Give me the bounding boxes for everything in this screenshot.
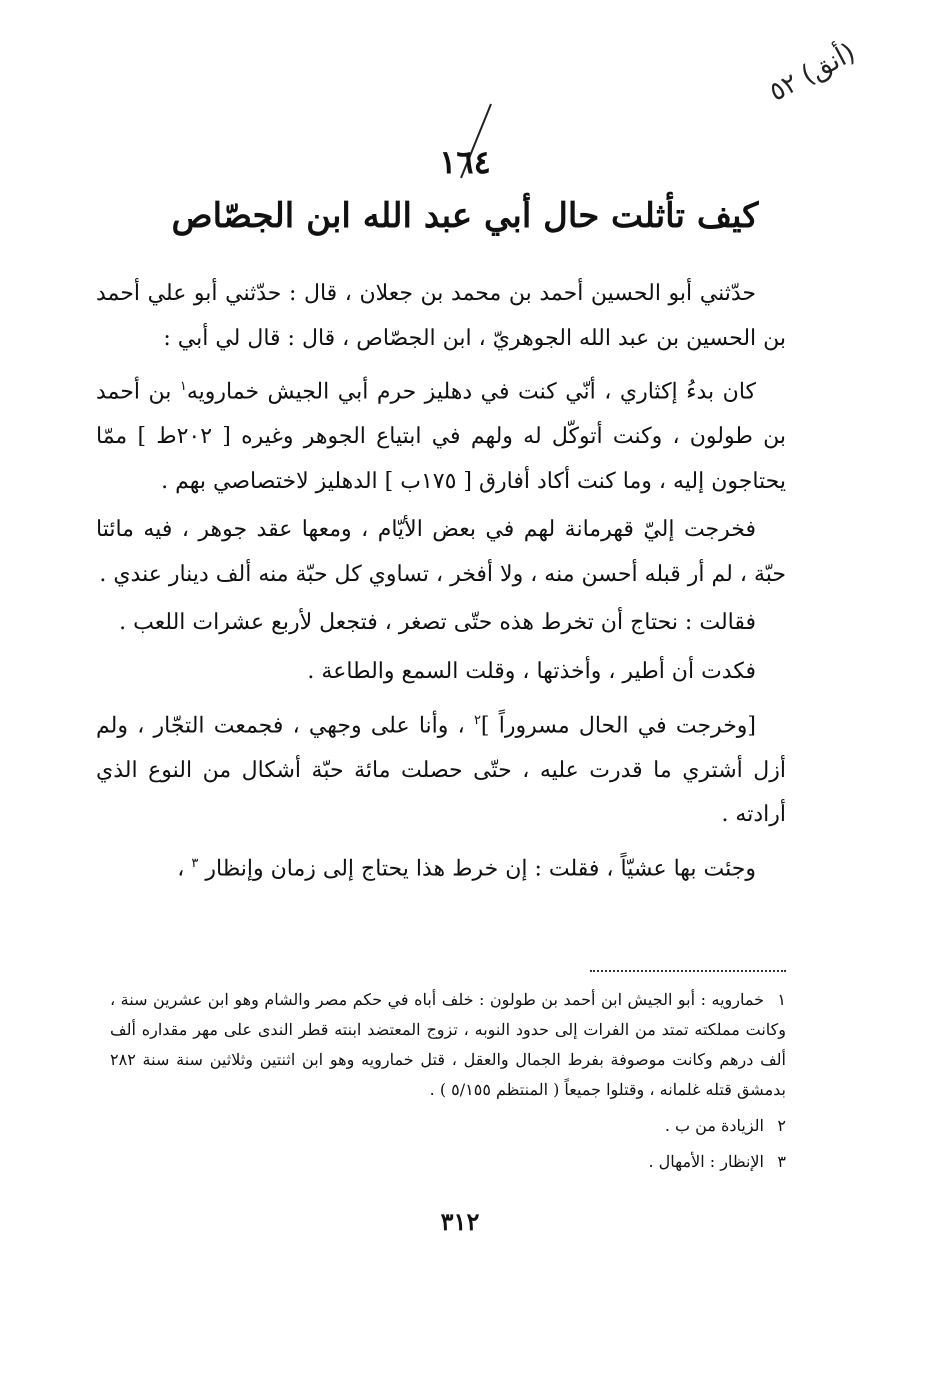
paragraph-2: كان بدءُ إكثاري ، أنّي كنت في دهليز حرم أبي الجيش خمارويه$^١$ بن أحمد بن طولون ، وكنت أتوكّل له ولهم في ابتياع الجوهر وغيره [ ٢٠٢ط ] ممّا يحتاجون إليه ، وما كنت أكاد أفارق [ ١٧٥ب ] الدهليز لاختصاصي بهم . [96,379,786,494]
footnotes [110,985,786,1183]
paragraph-6: [وخرجت في الحال مسروراً ]$^٢$ ، وأنا على وجهي ، فجمعت التجّار ، ولم أزل أشتري ما قدرت عليه ، حتّى حصلت مائة حبّة أشكال من النوع الذي أرادته . [96,712,786,828]
page-number: ٣١٢ [440,1207,480,1236]
footnote-1: ١خمارويه : أبو الجيش ابن أحمد بن طولون : خلف أباه في حكم مصر والشام وهو ابن عشرين سنة ، وكانت مملكته تمتد من الفرات إلى حدود النوبه ، تزوج المعتضد ابنته قطر الندى على مهر مقداره ألف ألف درهم وكانت موصوفة بفرط الجمال والعقل ، قتل خمارويه وهو ابن اثنتين وثلاثين سنة سنة ٢٨٢ بدمشق قتله غلمانه ، وقتلوا جميعاً ( المنتظم ٥/١٥٥ ) . [110,990,786,1099]
footnote-ref-1[interactable]: ١ [179,379,187,395]
footnote-separator [590,970,786,972]
section-number: ١٦٤ [439,143,491,181]
paragraph-1: حدّثني أبو الحسين أحمد بن محمد بن جعلان ، قال : حدّثني أبو علي أحمد بن الحسين بن عبد الله الجوهريّ ، ابن الجصّاص ، قال : قال لي أبي : [96,281,786,351]
footnote-2: ٢الزيادة من ب . [664,1116,786,1135]
footnote-ref-2[interactable]: ٢ [473,712,481,728]
paragraph-3: فخرجت إليّ قهرمانة لهم في بعض الأيّام ، ومعها عقد جوهر ، فيه مائتا حبّة ، لم أر قبله أحسن منه ، ولا أفخر ، تساوي كل حبّة منه ألف دينار عندي . [96,517,786,587]
paragraph-7: وجئت بها عشيّاً ، فقلت : إن خرط هذا يحتاج إلى زمان وإنظار $^٣$ ، [177,855,756,882]
footnote-ref-3[interactable]: ٣ [191,855,199,871]
section-title: كيف تأثلت حال أبي عبد الله ابن الجصّاص [171,196,759,236]
footnote-3: ٣الإنظار : الأمهال . [648,1152,786,1171]
paragraph-5: فكدت أن أطير ، وأخذتها ، وقلت السمع والطاعة . [307,659,756,685]
handwritten-annotation: (أنق) ٥٢ [764,37,861,108]
body-text [96,272,786,896]
paragraph-4: فقالت : نحتاج أن تخرط هذه حتّى تصغر ، فتجعل لأربع عشرات اللعب . [119,610,756,636]
